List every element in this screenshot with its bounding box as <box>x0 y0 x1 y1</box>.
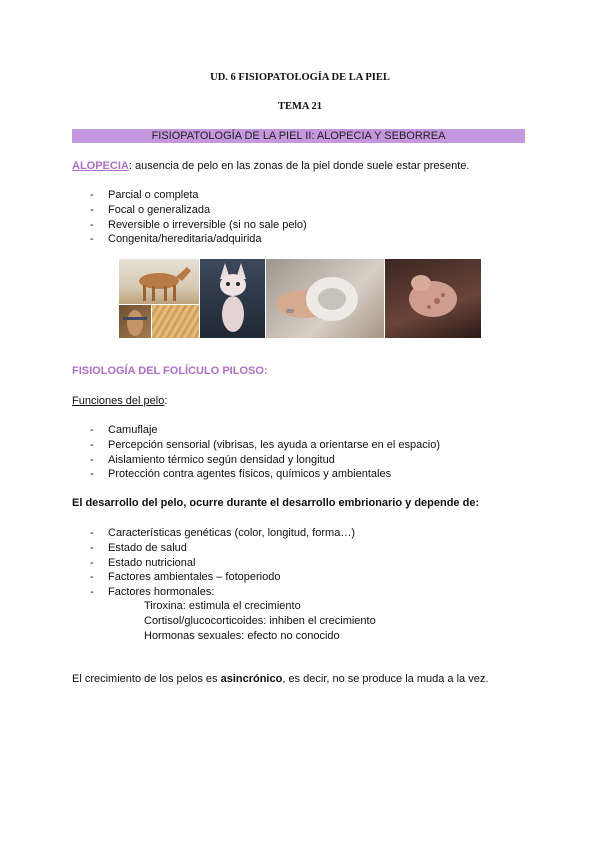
alopecia-definition <box>72 160 469 172</box>
funciones-label-line <box>72 395 167 407</box>
crecimiento-text-before: El crecimiento de los pelos es <box>72 673 221 685</box>
list-item: - Factores ambientales – fotoperiodo <box>90 570 355 585</box>
funciones-colon: : <box>164 395 168 407</box>
crecimiento-bold-term: asincrónico <box>220 673 283 685</box>
crecimiento-text-after: , es decir, no se produce la muda a la vez. <box>282 673 489 685</box>
list-item: - Reversible o irreversible (si no sale pelo) <box>90 218 307 233</box>
funciones-label: Funciones del pelo <box>72 395 165 407</box>
list-item: - Factores hormonales: <box>90 585 355 600</box>
hormona-item: Tiroxina: estimula el crecimiento <box>144 600 301 612</box>
hormona-item: Cortisol/glucocorticoides: inhiben el crecimiento <box>144 615 376 627</box>
list-item: - Congenita/hereditaria/adquirida <box>90 232 307 247</box>
hormona-item: Hormonas sexuales: efecto no conocido <box>144 630 340 642</box>
list-item: - Aislamiento térmico según densidad y longitud <box>90 453 440 468</box>
alopecia-term: ALOPECIA <box>72 160 129 172</box>
alopecic-dog-photo <box>385 259 481 338</box>
crecimiento-paragraph <box>72 673 488 685</box>
hairless-horse-photo <box>119 259 199 304</box>
list-item: - Percepción sensorial (vibrisas, les ayuda a orientarse en el espacio) <box>90 438 440 453</box>
list-item: - Camuflaje <box>90 423 440 438</box>
unit-title: UD. 6 FISIOPATOLOGÍA DE LA PIEL <box>210 72 390 83</box>
factores-list <box>90 526 355 600</box>
alopecia-photo-collage <box>119 259 481 338</box>
horse-hair-closeup-photo <box>152 305 199 338</box>
list-item: - Protección contra agentes físicos, químicos y ambientales <box>90 467 440 482</box>
list-item: - Parcial o completa <box>90 188 307 203</box>
dog-paw-hand-photo <box>266 259 384 338</box>
alopecia-definition-text: : ausencia de pelo en las zonas de la piel donde suele estar presente. <box>128 160 470 172</box>
alopecia-types-list <box>90 188 307 247</box>
list-item: - Estado nutricional <box>90 556 355 571</box>
horse-face-photo <box>119 305 151 338</box>
sphynx-cat-photo <box>200 259 265 338</box>
chapter-banner: FISIOPATOLOGÍA DE LA PIEL II: ALOPECIA Y SEBORREA <box>72 129 525 143</box>
list-item: - Estado de salud <box>90 541 355 556</box>
list-item: - Características genéticas (color, longitud, forma…) <box>90 526 355 541</box>
foliculo-heading: FISIOLOGÍA DEL FOLÍCULO PILOSO: <box>72 365 268 377</box>
list-item: - Focal o generalizada <box>90 203 307 218</box>
tema-title: TEMA 21 <box>277 101 323 112</box>
desarrollo-heading: El desarrollo del pelo, ocurre durante el desarrollo embrionario y depende de: <box>72 497 480 509</box>
funciones-list <box>90 423 440 482</box>
